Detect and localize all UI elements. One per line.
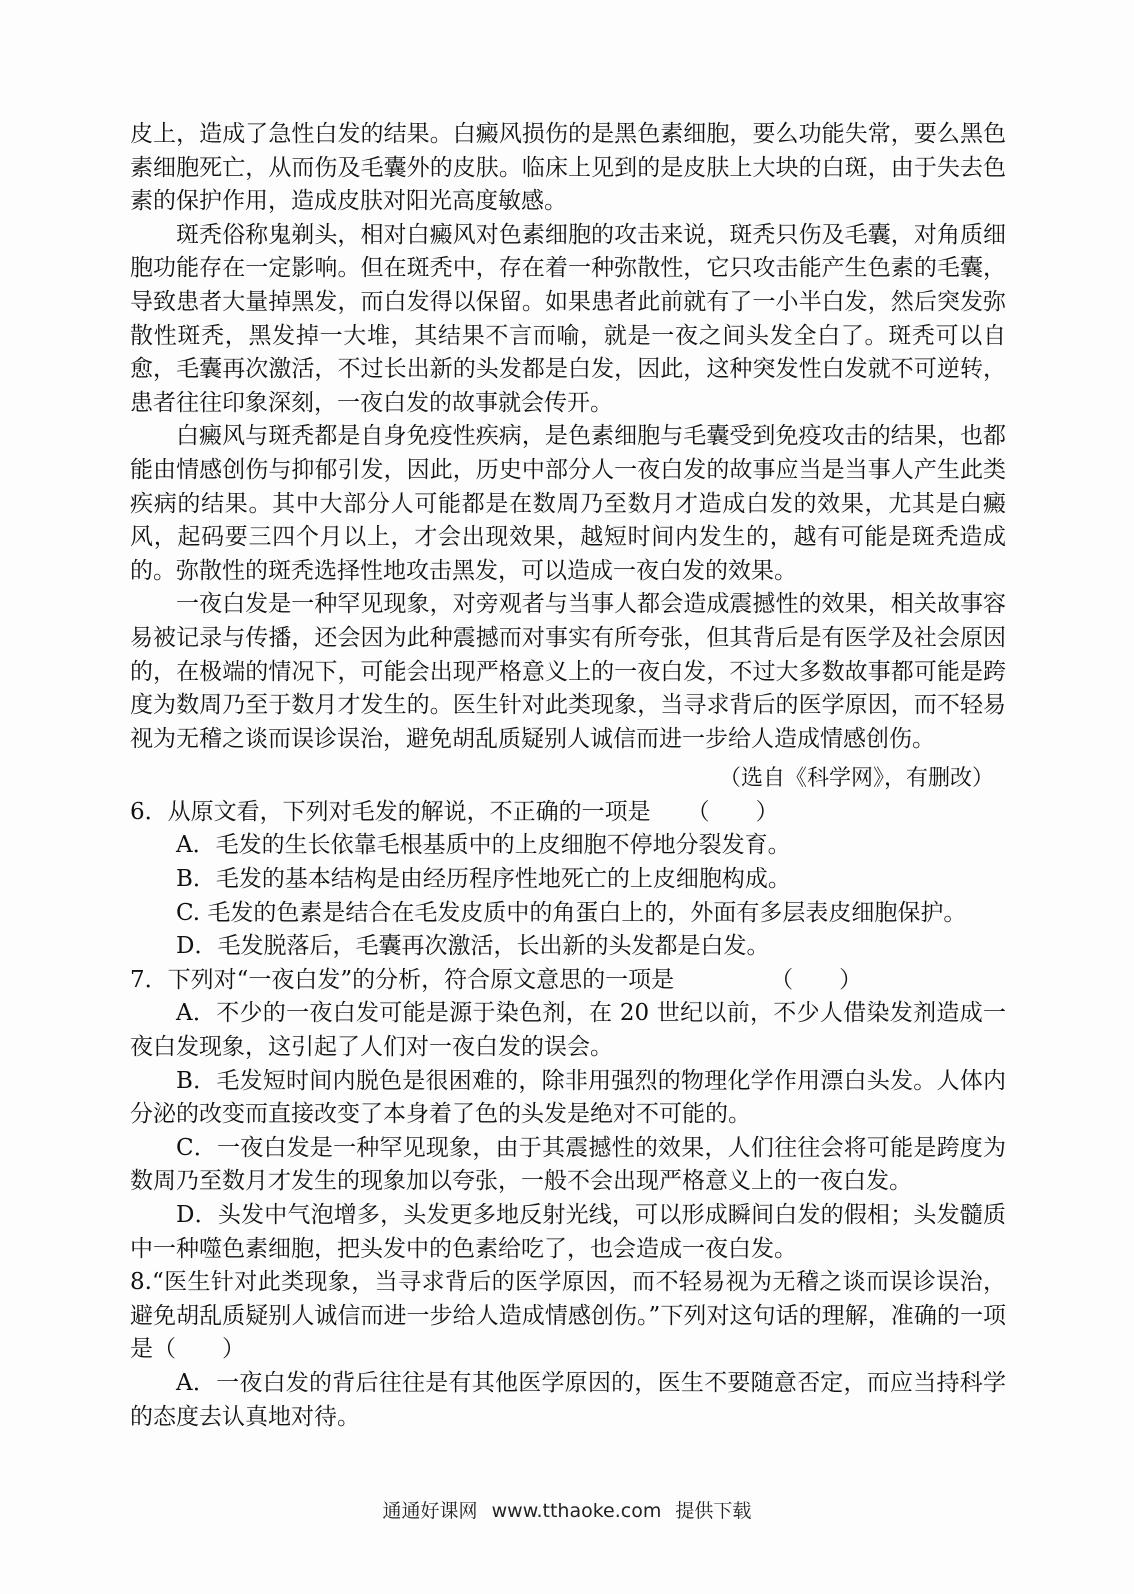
footer-url[interactable]: www.tthaoke.com	[491, 1500, 662, 1522]
passage-paragraph-2: 斑秃俗称鬼剃头，相对白癜风对色素细胞的攻击来说，斑秃只伤及毛囊，对角质细胞功能存在一定影响。但在斑秃中，存在着一种弥散性，它只攻击能产生色素的毛囊，导致患者大量掉黑发，而白发得以保留。如果患者此前就有了一小半白发，然后突发弥散性斑秃，黑发掉一大堆，其结果不言而喻，就是一夜之间头发全白了。斑秃可以自愈，毛囊再次激活，不过长出新的头发都是白发，因此，这种突发性白发就不可逆转，患者往往印象深刻，一夜白发的故事就会传开。	[130, 221, 1006, 416]
page-footer	[0, 1496, 1134, 1523]
question-8-stem: 8.“医生针对此类现象，当寻求背后的医学原因，而不轻易视为无稽之谈而误诊误治，避免胡乱质疑别人诚信而进一步给人造成情感创伤。”下列对这句话的理解，准确的一项是（ ）	[130, 1269, 1006, 1363]
question-6-option-d: D．毛发脱落后，毛囊再次激活，长出新的头发都是白发。	[176, 933, 770, 960]
question-8-option-a: A．一夜白发的背后往往是有其他医学原因的，医生不要随意否定，而应当持科学的态度去认真地对待。	[130, 1369, 1006, 1430]
exam-text	[130, 118, 1006, 1434]
question-7-text: 7．下列对“一夜白发”的分析，符合原文意思的一项是	[130, 966, 675, 993]
passage-paragraph-1: 皮上，造成了急性白发的结果。白癜风损伤的是黑色素细胞，要么功能失常，要么黑色素细胞死亡，从而伤及毛囊外的皮肤。临床上见到的是皮肤上大块的白斑，由于失去色素的保护作用，造成皮肤对阳光高度敏感。	[130, 121, 1006, 215]
question-7-option-d: D．头发中气泡增多，头发更多地反射光线，可以形成瞬间白发的假相；头发髓质中一种噬色素细胞，把头发中的色素给吃了，也会造成一夜白发。	[130, 1202, 1006, 1262]
question-7-option-a: A．不少的一夜白发可能是源于染色剂，在 20 世纪以前，不少人借染发剂造成一夜白发现象，这引起了人们对一夜白发的误会。	[130, 1000, 1006, 1061]
question-6-option-c: C. 毛发的色素是结合在毛发皮质中的角蛋白上的，外面有多层表皮细胞保护。	[176, 899, 967, 926]
passage-paragraph-3: 白癜风与斑秃都是自身免疫性疾病，是色素细胞与毛囊受到免疫攻击的结果，也都能由情感创伤与抑郁引发，因此，历史中部分人一夜白发的故事应当是当事人产生此类疾病的结果。其中大部分人可能都是在数周乃至数月才造成白发的效果，尤其是白癜风，起码要三四个月以上，才会出现效果，越短时间内发生的，越有可能是斑秃造成的。弥散性的斑秃选择性地攻击黑发，可以造成一夜白发的效果。	[130, 423, 1006, 584]
question-7-answer-bracket: （ ）	[770, 966, 863, 993]
question-7-option-c: C．一夜白发是一种罕见现象，由于其震撼性的效果，人们往往会将可能是跨度为数周乃至数月才发生的现象加以夸张，一般不会出现严格意义上的一夜白发。	[130, 1134, 1006, 1195]
footer-note: 提供下载	[675, 1500, 752, 1522]
question-6-stem	[130, 796, 1006, 830]
question-6-answer-bracket: （ ）	[686, 798, 779, 825]
question-6-option-b: B．毛发的基本结构是由经历程序性地死亡的上皮细胞构成。	[176, 866, 791, 893]
question-7-stem	[130, 964, 1006, 998]
passage-source: （选自《科学网》，有删改）	[718, 766, 994, 792]
question-6-option-a: A．毛发的生长依靠毛根基质中的上皮细胞不停地分裂发育。	[176, 832, 791, 859]
passage-paragraph-4: 一夜白发是一种罕见现象，对旁观者与当事人都会造成震撼性的效果，相关故事容易被记录与传播，还会因为此种震撼而对事实有所夸张，但其背后是有医学及社会原因的，在极端的情况下，可能会出现严格意义上的一夜白发，不过大多数故事都可能是跨度为数周乃至于数月才发生的。医生针对此类现象，当寻求背后的医学原因，而不轻易视为无稽之谈而误诊误治，避免胡乱质疑别人诚信而进一步给人造成情感创伤。	[130, 591, 1006, 752]
footer-site-name: 通通好课网	[382, 1500, 478, 1522]
question-6-text: 6．从原文看，下列对毛发的解说，不正确的一项是	[130, 798, 651, 825]
question-7-option-b: B．毛发短时间内脱色是很困难的，除非用强烈的物理化学作用漂白头发。人体内分泌的改变而直接改变了本身着了色的头发是绝对不可能的。	[130, 1067, 1006, 1128]
